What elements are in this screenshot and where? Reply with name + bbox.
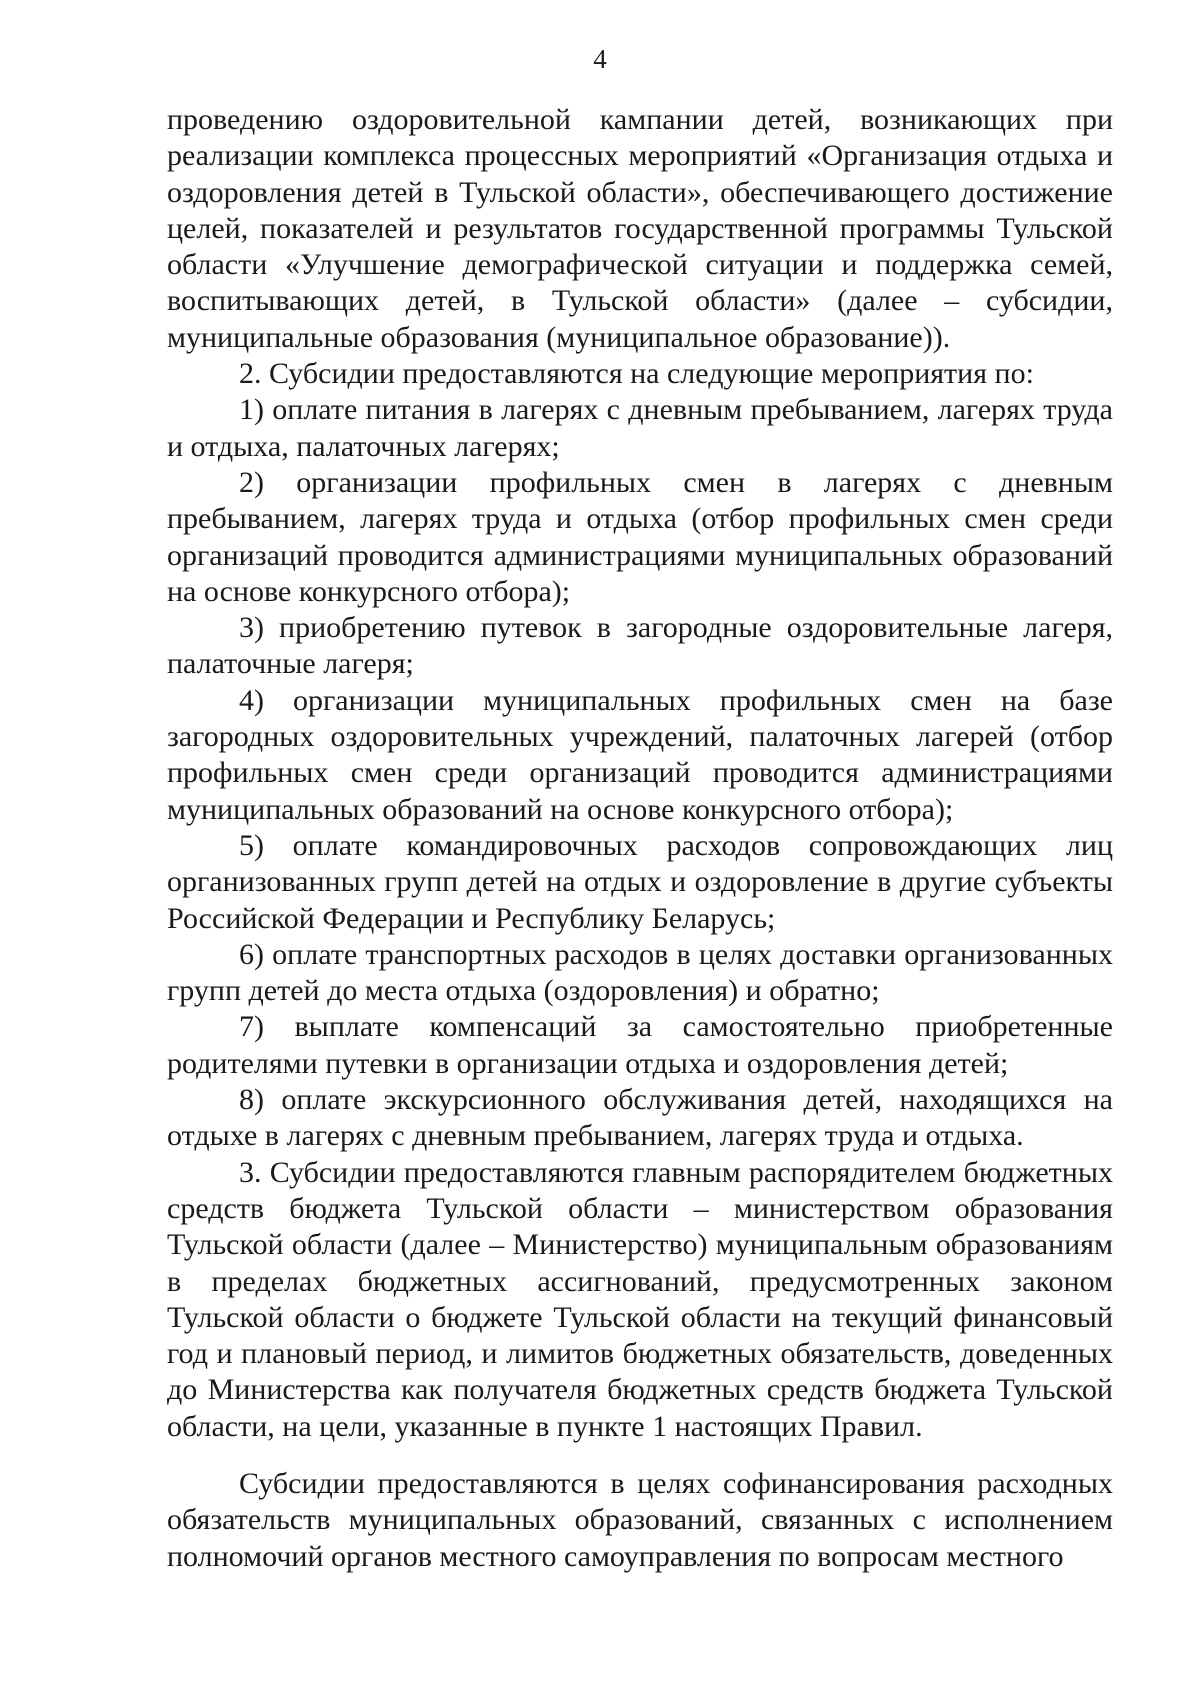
list-item-7: 7) выплате компенсаций за самостоятельно приобретенные родителями путевки в организации отдыха и оздоровления детей; [167,1010,1113,1080]
list-item-1: 1) оплате питания в лагерях с дневным пребыванием, лагерях труда и отдыха, палаточных лагерях; [167,393,1113,463]
document-body [167,102,1113,1575]
paragraph-item-3: 3. Субсидии предоставляются главным распорядителем бюджетных средств бюджета Тульской области – министерством образования Тульской области (далее – Министерство) муниципальным образованиям в пределах бюджетных ассигнований, предусмотренных законом Тульской области о бюджете Тульской области на текущий финансовый год и плановый период, и лимитов бюджетных обязательств, доведенных до Министерства как получателя бюджетных средств бюджета Тульской области, на цели, указанные в пункте 1 настоящих Правил. [167,1155,1113,1443]
list-item-4: 4) организации муниципальных профильных смен на базе загородных оздоровительных учреждений, палаточных лагерей (отбор профильных смен среди организаций проводится администрациями муниципальных образований на основе конкурсного отбора); [167,683,1113,826]
list-item-8: 8) оплате экскурсионного обслуживания детей, находящихся на отдыхе в лагерях с дневным пребыванием, лагерях труда и отдыха. [167,1083,1113,1153]
list-item-5: 5) оплате командировочных расходов сопровождающих лиц организованных групп детей на отдых и оздоровление в другие субъекты Российской Федерации и Республику Беларусь; [167,828,1113,935]
page-number: 4 [593,44,607,74]
paragraph-subsidy-purpose: Субсидии предоставляются в целях софинансирования расходных обязательств муниципальных образований, связанных с исполнением полномочий органов местного самоуправления по вопросам местного [167,1466,1113,1573]
list-item-6: 6) оплате транспортных расходов в целях доставки организованных групп детей до места отдыха (оздоровления) и обратно; [167,937,1113,1008]
list-item-3: 3) приобретению путевок в загородные оздоровительные лагеря, палаточные лагеря; [167,611,1113,681]
list-item-2: 2) организации профильных смен в лагерях с дневным пребыванием, лагерях труда и отдыха (отбор профильных смен среди организаций проводится администрациями муниципальных образований на основе конкурсного отбора); [167,465,1113,608]
paragraph-continuation: проведению оздоровительной кампании детей, возникающих при реализации комплекса процессных мероприятий «Организация отдыха и оздоровления детей в Тульской области», обеспечивающего достижение целей, показателей и результатов государственной программы Тульской области «Улучшение демографической ситуации и поддержка семей, воспитывающих детей, в Тульской области» (далее – субсидии, муниципальные образования (муниципальное образование)). [167,103,1113,354]
paragraph-item-2: 2. Субсидии предоставляются на следующие мероприятия по: [239,357,1034,391]
